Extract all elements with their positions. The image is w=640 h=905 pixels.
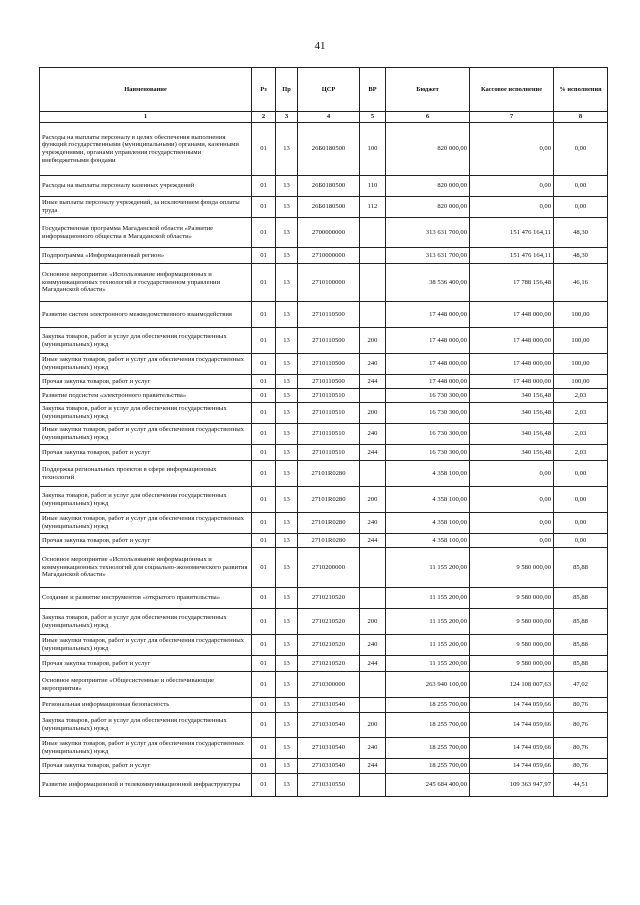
header-vr: ВР (360, 68, 386, 112)
row-budget: 18 255 700,00 (386, 713, 470, 738)
table-row (40, 656, 608, 672)
row-name: Иные закупки товаров, работ и услуг для обеспечения государственных (муниципальных) нужд (40, 635, 252, 656)
row-rz: 01 (252, 698, 276, 713)
header-rz: Рз (252, 68, 276, 112)
row-csr: 2710310540 (298, 698, 360, 713)
row-rz: 01 (252, 635, 276, 656)
row-cash: 0,00 (470, 534, 554, 548)
row-percent: 80,76 (554, 759, 608, 774)
row-rz: 01 (252, 389, 276, 403)
row-csr: 26Б0180500 (298, 176, 360, 197)
row-cash: 0,00 (470, 197, 554, 218)
row-name: Закупка товаров, работ и услуг для обеспечения государственных (муниципальных) нужд (40, 487, 252, 513)
row-cash: 9 580 000,00 (470, 635, 554, 656)
row-rz: 01 (252, 534, 276, 548)
row-name: Иные закупки товаров, работ и услуг для обеспечения государственных (муниципальных) нужд (40, 513, 252, 534)
row-csr: 2700000000 (298, 218, 360, 248)
row-percent: 80,76 (554, 738, 608, 759)
row-pr: 13 (276, 713, 298, 738)
row-percent: 100,00 (554, 354, 608, 375)
table-row (40, 354, 608, 375)
row-pr: 13 (276, 375, 298, 389)
row-percent: 0,00 (554, 534, 608, 548)
row-cash: 14 744 059,66 (470, 713, 554, 738)
row-csr: 27101R0280 (298, 461, 360, 487)
row-pr: 13 (276, 759, 298, 774)
row-budget: 11 155 200,00 (386, 588, 470, 609)
row-pr: 13 (276, 424, 298, 445)
row-name: Прочая закупка товаров, работ и услуг (40, 375, 252, 389)
row-cash: 17 448 000,00 (470, 302, 554, 328)
row-name: Закупка товаров, работ и услуг для обеспечения государственных (муниципальных) нужд (40, 328, 252, 354)
row-name: Развитие подсистем «электронного правительства» (40, 389, 252, 403)
row-cash: 340 156,48 (470, 445, 554, 461)
row-name: Иные выплаты персоналу учреждений, за исключением фонда оплаты труда (40, 197, 252, 218)
row-vr: 240 (360, 513, 386, 534)
column-number-row (40, 112, 608, 123)
row-pr: 13 (276, 176, 298, 197)
header-cash: Кассовое исполнение (470, 68, 554, 112)
table-row (40, 176, 608, 197)
header-name: Наименование (40, 68, 252, 112)
row-budget: 4 358 100,00 (386, 534, 470, 548)
row-csr: 2710310540 (298, 738, 360, 759)
row-budget: 4 358 100,00 (386, 461, 470, 487)
row-csr: 2710210520 (298, 635, 360, 656)
table-row (40, 389, 608, 403)
table-row (40, 123, 608, 176)
row-percent: 48,30 (554, 248, 608, 264)
table-row (40, 609, 608, 635)
row-name: Расходы на выплаты персоналу казенных учреждений (40, 176, 252, 197)
row-cash: 0,00 (470, 487, 554, 513)
row-cash: 17 448 000,00 (470, 328, 554, 354)
row-percent: 48,30 (554, 218, 608, 248)
row-vr: 200 (360, 609, 386, 635)
row-percent: 0,00 (554, 176, 608, 197)
row-rz: 01 (252, 774, 276, 797)
column-number: 1 (40, 112, 252, 123)
row-budget: 17 448 000,00 (386, 328, 470, 354)
row-pr: 13 (276, 328, 298, 354)
row-name: Региональная информационная безопасность (40, 698, 252, 713)
row-rz: 01 (252, 403, 276, 424)
row-cash: 14 744 059,66 (470, 698, 554, 713)
row-budget: 16 730 300,00 (386, 445, 470, 461)
row-rz: 01 (252, 197, 276, 218)
row-percent: 85,88 (554, 588, 608, 609)
row-csr: 2710300000 (298, 672, 360, 698)
row-csr: 2710110510 (298, 403, 360, 424)
row-name: Основное мероприятие «Использование информационных и коммуникационных технологий для социально-экономического развития Магаданской области» (40, 548, 252, 588)
row-csr: 2710310540 (298, 759, 360, 774)
table-row (40, 264, 608, 302)
row-rz: 01 (252, 461, 276, 487)
row-pr: 13 (276, 197, 298, 218)
row-pr: 13 (276, 738, 298, 759)
page-number: 41 (314, 40, 326, 52)
row-budget: 16 730 300,00 (386, 389, 470, 403)
row-rz: 01 (252, 513, 276, 534)
row-pr: 13 (276, 248, 298, 264)
row-vr (360, 389, 386, 403)
row-pr: 13 (276, 389, 298, 403)
budget-table (39, 67, 608, 797)
row-name: Расходы на выплаты персоналу в целях обеспечения выполнения функций государственными (муниципальными) органами, казенными учреждениями, органами управления государственными внебюджетными фондами (40, 123, 252, 176)
row-name: Поддержка региональных проектов в сфере информационных технологий (40, 461, 252, 487)
row-name: Основное мероприятие «Общесистемные и обеспечивающие мероприятия» (40, 672, 252, 698)
row-rz: 01 (252, 609, 276, 635)
row-budget: 18 255 700,00 (386, 738, 470, 759)
row-vr: 240 (360, 424, 386, 445)
row-percent: 100,00 (554, 328, 608, 354)
row-budget: 245 684 400,00 (386, 774, 470, 797)
row-csr: 2710110500 (298, 302, 360, 328)
row-cash: 340 156,48 (470, 424, 554, 445)
table-row (40, 197, 608, 218)
row-cash: 14 744 059,66 (470, 738, 554, 759)
table-row (40, 588, 608, 609)
table-row (40, 534, 608, 548)
row-percent: 85,88 (554, 609, 608, 635)
row-percent: 80,76 (554, 713, 608, 738)
row-rz: 01 (252, 302, 276, 328)
row-cash: 109 363 947,97 (470, 774, 554, 797)
row-cash: 0,00 (470, 461, 554, 487)
row-name: Иные закупки товаров, работ и услуг для обеспечения государственных (муниципальных) нужд (40, 354, 252, 375)
row-budget: 17 448 000,00 (386, 375, 470, 389)
row-budget: 18 255 700,00 (386, 698, 470, 713)
table-row (40, 698, 608, 713)
row-csr: 2710210520 (298, 656, 360, 672)
row-rz: 01 (252, 328, 276, 354)
row-pr: 13 (276, 123, 298, 176)
row-name: Закупка товаров, работ и услуг для обеспечения государственных (муниципальных) нужд (40, 403, 252, 424)
row-name: Прочая закупка товаров, работ и услуг (40, 534, 252, 548)
row-vr: 200 (360, 403, 386, 424)
row-percent: 0,00 (554, 197, 608, 218)
column-number: 5 (360, 112, 386, 123)
row-vr: 200 (360, 713, 386, 738)
row-cash: 17 788 156,48 (470, 264, 554, 302)
row-csr: 2710110510 (298, 424, 360, 445)
row-rz: 01 (252, 487, 276, 513)
table-row (40, 513, 608, 534)
row-pr: 13 (276, 548, 298, 588)
row-budget: 38 536 400,00 (386, 264, 470, 302)
row-rz: 01 (252, 424, 276, 445)
row-vr: 100 (360, 123, 386, 176)
row-csr: 2710110500 (298, 375, 360, 389)
row-budget: 820 000,00 (386, 123, 470, 176)
row-budget: 11 155 200,00 (386, 656, 470, 672)
row-cash: 124 108 007,63 (470, 672, 554, 698)
row-vr: 244 (360, 534, 386, 548)
row-cash: 9 580 000,00 (470, 609, 554, 635)
row-budget: 17 448 000,00 (386, 354, 470, 375)
row-vr: 112 (360, 197, 386, 218)
table-row (40, 774, 608, 797)
row-name: Прочая закупка товаров, работ и услуг (40, 445, 252, 461)
row-cash: 17 448 000,00 (470, 375, 554, 389)
row-pr: 13 (276, 672, 298, 698)
row-pr: 13 (276, 635, 298, 656)
row-cash: 9 580 000,00 (470, 656, 554, 672)
row-cash: 0,00 (470, 513, 554, 534)
row-vr: 110 (360, 176, 386, 197)
row-percent: 44,51 (554, 774, 608, 797)
row-csr: 2710210520 (298, 609, 360, 635)
table-row (40, 445, 608, 461)
row-percent: 0,00 (554, 123, 608, 176)
column-number: 4 (298, 112, 360, 123)
table-row (40, 548, 608, 588)
row-budget: 11 155 200,00 (386, 609, 470, 635)
row-vr (360, 672, 386, 698)
row-name: Иные закупки товаров, работ и услуг для обеспечения государственных (муниципальных) нужд (40, 424, 252, 445)
row-rz: 01 (252, 354, 276, 375)
row-cash: 340 156,48 (470, 389, 554, 403)
row-pr: 13 (276, 354, 298, 375)
table-row (40, 403, 608, 424)
row-rz: 01 (252, 248, 276, 264)
row-pr: 13 (276, 218, 298, 248)
table-row (40, 738, 608, 759)
row-vr: 240 (360, 635, 386, 656)
row-pr: 13 (276, 264, 298, 302)
row-pr: 13 (276, 698, 298, 713)
row-pr: 13 (276, 487, 298, 513)
row-csr: 2710110510 (298, 389, 360, 403)
row-rz: 01 (252, 738, 276, 759)
row-rz: 01 (252, 176, 276, 197)
row-rz: 01 (252, 656, 276, 672)
table-row (40, 635, 608, 656)
row-pr: 13 (276, 656, 298, 672)
row-vr (360, 698, 386, 713)
row-vr (360, 218, 386, 248)
row-budget: 11 155 200,00 (386, 635, 470, 656)
row-percent: 0,00 (554, 513, 608, 534)
row-percent: 2,03 (554, 403, 608, 424)
row-rz: 01 (252, 445, 276, 461)
row-vr (360, 588, 386, 609)
row-budget: 820 000,00 (386, 176, 470, 197)
row-rz: 01 (252, 588, 276, 609)
row-csr: 2710000000 (298, 248, 360, 264)
row-name: Государственная программа Магаданской области «Развитие информационного общества в Магаданской области» (40, 218, 252, 248)
table-row (40, 375, 608, 389)
column-number: 8 (554, 112, 608, 123)
row-percent: 47,02 (554, 672, 608, 698)
row-csr: 2710210520 (298, 588, 360, 609)
row-budget: 4 358 100,00 (386, 487, 470, 513)
row-name: Прочая закупка товаров, работ и услуг (40, 759, 252, 774)
row-vr: 244 (360, 375, 386, 389)
table-row (40, 218, 608, 248)
row-csr: 27101R0280 (298, 487, 360, 513)
row-vr: 244 (360, 656, 386, 672)
header-csr: ЦСР (298, 68, 360, 112)
row-cash: 151 476 164,11 (470, 218, 554, 248)
row-pr: 13 (276, 609, 298, 635)
row-name: Основное мероприятие «Использование информационных и коммуникационных технологий в государственном управлении Магаданской области» (40, 264, 252, 302)
row-budget: 313 631 700,00 (386, 248, 470, 264)
header-budget: Бюджет (386, 68, 470, 112)
row-vr: 244 (360, 445, 386, 461)
row-name: Закупка товаров, работ и услуг для обеспечения государственных (муниципальных) нужд (40, 609, 252, 635)
row-pr: 13 (276, 302, 298, 328)
column-number: 3 (276, 112, 298, 123)
column-number: 2 (252, 112, 276, 123)
table-row (40, 302, 608, 328)
row-vr (360, 302, 386, 328)
header-pr: Пр (276, 68, 298, 112)
table-row (40, 328, 608, 354)
row-budget: 11 155 200,00 (386, 548, 470, 588)
row-pr: 13 (276, 534, 298, 548)
row-percent: 2,03 (554, 389, 608, 403)
row-name: Создание и развитие инструментов «открытого правительства» (40, 588, 252, 609)
row-vr (360, 248, 386, 264)
row-name: Развитие систем электронного межведомственного взаимодействия (40, 302, 252, 328)
row-vr (360, 548, 386, 588)
row-vr: 240 (360, 738, 386, 759)
row-percent: 85,88 (554, 656, 608, 672)
row-percent: 100,00 (554, 302, 608, 328)
row-budget: 16 730 300,00 (386, 424, 470, 445)
table-row (40, 759, 608, 774)
table-row (40, 487, 608, 513)
row-percent: 46,16 (554, 264, 608, 302)
row-csr: 27101R0280 (298, 513, 360, 534)
row-cash: 9 580 000,00 (470, 548, 554, 588)
row-csr: 26Б0180500 (298, 197, 360, 218)
row-vr: 240 (360, 354, 386, 375)
row-budget: 263 940 100,00 (386, 672, 470, 698)
row-budget: 313 631 700,00 (386, 218, 470, 248)
table-row (40, 461, 608, 487)
row-rz: 01 (252, 123, 276, 176)
row-budget: 820 000,00 (386, 197, 470, 218)
row-pr: 13 (276, 513, 298, 534)
row-rz: 01 (252, 672, 276, 698)
row-cash: 0,00 (470, 176, 554, 197)
row-vr (360, 774, 386, 797)
row-percent: 0,00 (554, 487, 608, 513)
row-pr: 13 (276, 774, 298, 797)
row-csr: 26Б0180500 (298, 123, 360, 176)
row-budget: 16 730 300,00 (386, 403, 470, 424)
row-cash: 14 744 059,66 (470, 759, 554, 774)
row-csr: 2710110510 (298, 445, 360, 461)
row-percent: 85,88 (554, 635, 608, 656)
header-row (40, 68, 608, 112)
row-rz: 01 (252, 218, 276, 248)
row-csr: 2710100000 (298, 264, 360, 302)
row-pr: 13 (276, 403, 298, 424)
row-csr: 2710110500 (298, 354, 360, 375)
row-percent: 100,00 (554, 375, 608, 389)
row-budget: 4 358 100,00 (386, 513, 470, 534)
column-number: 7 (470, 112, 554, 123)
row-csr: 2710200000 (298, 548, 360, 588)
row-cash: 9 580 000,00 (470, 588, 554, 609)
row-name: Закупка товаров, работ и услуг для обеспечения государственных (муниципальных) нужд (40, 713, 252, 738)
row-vr: 200 (360, 487, 386, 513)
row-csr: 2710310540 (298, 713, 360, 738)
table-row (40, 672, 608, 698)
row-vr (360, 461, 386, 487)
row-rz: 01 (252, 264, 276, 302)
table-row (40, 248, 608, 264)
row-budget: 18 255 700,00 (386, 759, 470, 774)
row-rz: 01 (252, 548, 276, 588)
row-percent: 85,88 (554, 548, 608, 588)
row-vr: 200 (360, 328, 386, 354)
row-percent: 80,76 (554, 698, 608, 713)
row-rz: 01 (252, 375, 276, 389)
row-rz: 01 (252, 713, 276, 738)
row-name: Подпрограмма «Информационный регион» (40, 248, 252, 264)
row-cash: 151 476 164,11 (470, 248, 554, 264)
row-percent: 2,03 (554, 445, 608, 461)
column-number: 6 (386, 112, 470, 123)
header-percent: % исполнения (554, 68, 608, 112)
row-csr: 2710110500 (298, 328, 360, 354)
table-row (40, 713, 608, 738)
row-percent: 0,00 (554, 461, 608, 487)
row-csr: 2710310550 (298, 774, 360, 797)
row-percent: 2,03 (554, 424, 608, 445)
row-name: Иные закупки товаров, работ и услуг для обеспечения государственных (муниципальных) нужд (40, 738, 252, 759)
row-name: Прочая закупка товаров, работ и услуг (40, 656, 252, 672)
row-cash: 17 448 000,00 (470, 354, 554, 375)
row-cash: 340 156,48 (470, 403, 554, 424)
row-pr: 13 (276, 461, 298, 487)
row-budget: 17 448 000,00 (386, 302, 470, 328)
row-pr: 13 (276, 588, 298, 609)
row-vr (360, 264, 386, 302)
table-row (40, 424, 608, 445)
row-rz: 01 (252, 759, 276, 774)
row-name: Развитие информационной и телекоммуникационной инфраструктуры (40, 774, 252, 797)
row-vr: 244 (360, 759, 386, 774)
row-pr: 13 (276, 445, 298, 461)
row-cash: 0,00 (470, 123, 554, 176)
row-csr: 27101R0280 (298, 534, 360, 548)
